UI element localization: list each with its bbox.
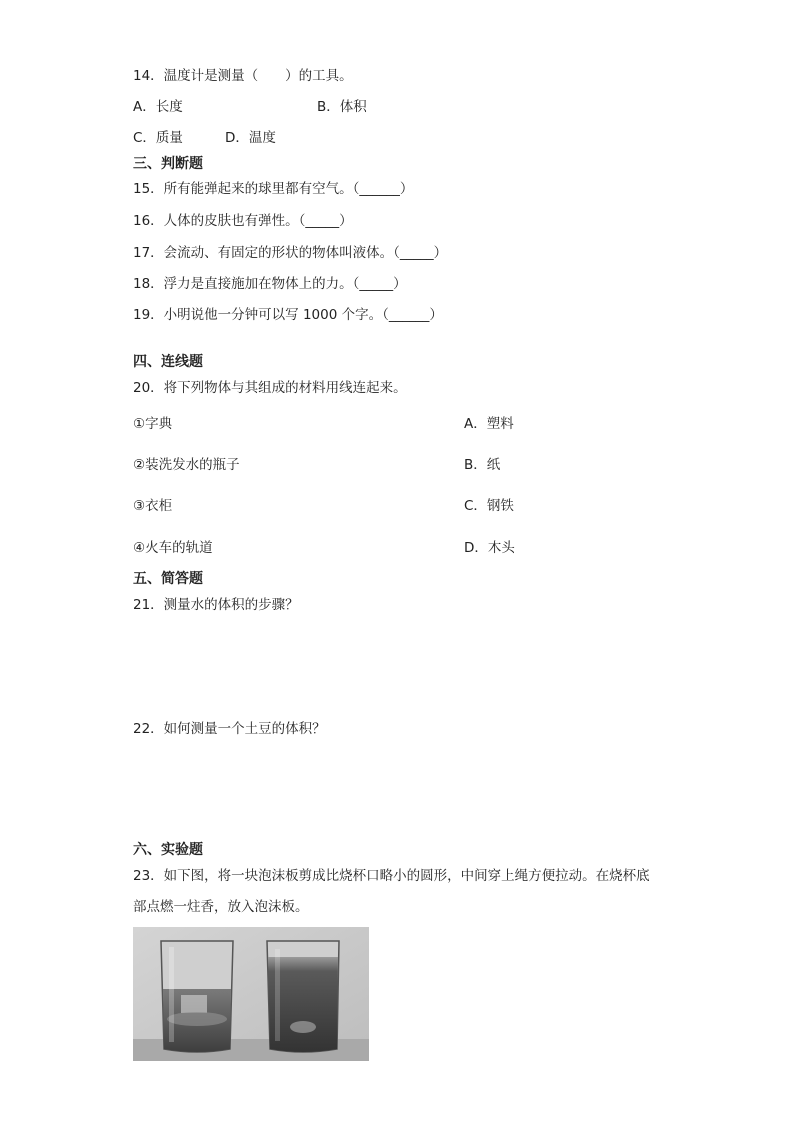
- match-right-d: D．木头: [464, 540, 515, 556]
- match-right-c: C．钢铁: [464, 498, 514, 514]
- q14-option-b: B．体积: [317, 99, 367, 115]
- q22: 22．如何测量一个土豆的体积？: [133, 721, 326, 737]
- q15: 15．所有能弹起来的球里都有空气。（______）: [133, 181, 414, 197]
- section-4-title: 四、连线题: [133, 354, 203, 370]
- match-right-a: A．塑料: [464, 416, 514, 432]
- match-left-4: ④火车的轨道: [133, 540, 213, 556]
- q17: 17．会流动、有固定的形状的物体叫液体。（_____）: [133, 245, 448, 261]
- q21: 21．测量水的体积的步骤？: [133, 597, 299, 613]
- q16: 16．人体的皮肤也有弹性。（_____）: [133, 213, 353, 229]
- q14-option-d: D．温度: [225, 130, 276, 146]
- q23-line-1: 23．如下图，将一块泡沫板剪成比烧杯口略小的圆形，中间穿上绳方便拉动。在烧杯底: [133, 868, 650, 884]
- q14-option-c: C．质量: [133, 130, 183, 146]
- right-beaker: [267, 941, 339, 1052]
- match-left-1: ①字典: [133, 416, 173, 432]
- section-5-title: 五、简答题: [133, 571, 203, 587]
- section-3-title: 三、判断题: [133, 156, 203, 172]
- match-right-b: B．纸: [464, 457, 501, 473]
- match-left-2: ②装洗发水的瓶子: [133, 457, 240, 473]
- q14-stem: 14．温度计是测量（ ）的工具。: [133, 68, 353, 84]
- q23-line-2: 部点燃一炷香，放入泡沫板。: [133, 899, 309, 915]
- q18: 18．浮力是直接施加在物体上的力。（_____）: [133, 276, 407, 292]
- match-left-3: ③衣柜: [133, 498, 173, 514]
- q20: 20．将下列物体与其组成的材料用线连起来。: [133, 380, 407, 396]
- q14-option-a: A．长度: [133, 99, 183, 115]
- left-beaker: [161, 941, 233, 1052]
- section-6-title: 六、实验题: [133, 842, 203, 858]
- q19: 19．小明说他一分钟可以写 1000 个字。（______）: [133, 307, 443, 323]
- beakers-photo: [133, 927, 369, 1061]
